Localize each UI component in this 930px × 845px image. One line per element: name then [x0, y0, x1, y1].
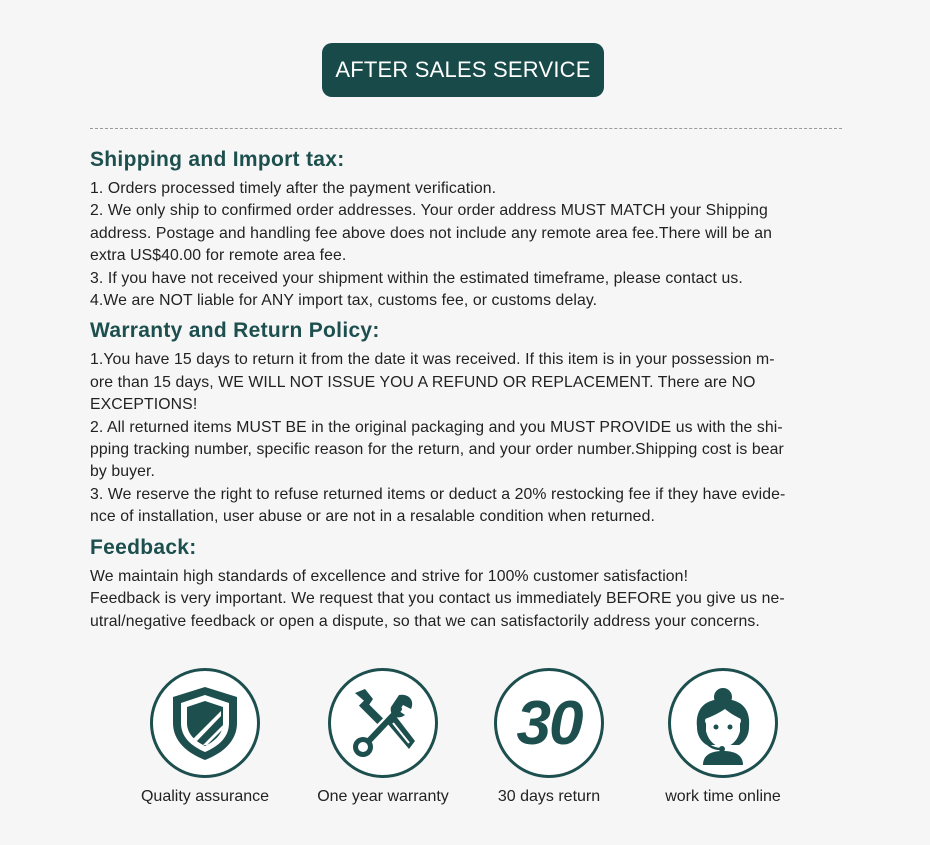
- shipping-line: 4.We are NOT liable for ANY import tax, customs fee, or customs delay.: [90, 292, 598, 310]
- shield-icon: [150, 668, 260, 778]
- icon-label: Quality assurance: [140, 788, 270, 805]
- icon-label: 30 days return: [497, 788, 601, 805]
- banner-title: AFTER SALES SERVICE: [335, 57, 591, 82]
- shipping-line: 1. Orders processed timely after the payment verification.: [90, 180, 497, 197]
- icon-label: work time online: [665, 788, 781, 805]
- service-icons: [0, 668, 930, 818]
- warranty-line: 3. We reserve the right to refuse returned items or deduct a 20% restocking fee if they have evide-: [90, 485, 786, 503]
- shipping-line: address. Postage and handling fee above does not include any remote area fee.There will be an: [90, 224, 772, 242]
- warranty-line: by buyer.: [90, 463, 156, 481]
- warranty-line: 2. All returned items MUST BE in the original packaging and you MUST PROVIDE us with the shi-: [90, 418, 783, 436]
- shipping-line: 3. If you have not received your shipment within the estimated timeframe, please contact us.: [90, 269, 743, 287]
- shipping-line: extra US$40.00 for remote area fee.: [90, 247, 347, 265]
- warranty-line: nce of installation, user abuse or are not in a resalable condition when returned.: [90, 508, 655, 526]
- dashed-divider: [90, 128, 842, 129]
- warranty-line: pping tracking number, specific reason for the return, and your order number.Shipping cost is bear: [90, 441, 784, 459]
- shipping-line: 2. We only ship to confirmed order addresses. Your order address MUST MATCH your Shipping: [90, 202, 768, 220]
- warranty-line: EXCEPTIONS!: [90, 396, 198, 414]
- icon-label: One year warranty: [317, 788, 449, 805]
- work-time-online-item: [633, 668, 813, 806]
- warranty-heading: Warranty and Return Policy:: [90, 319, 380, 343]
- policy-content: [90, 146, 842, 633]
- feedback-line: Feedback is very important. We request that you contact us immediately BEFORE you give us ne-: [90, 590, 785, 608]
- shipping-heading: Shipping and Import tax:: [90, 148, 345, 171]
- thirty-text: 30: [516, 688, 582, 758]
- quality-assurance-item: [115, 668, 295, 806]
- thirty-days-return-item: [459, 668, 639, 806]
- warranty-line: 1.You have 15 days to return it from the date it was received. If this item is in your possession m-: [90, 351, 775, 369]
- thirty-days-icon: [494, 668, 604, 778]
- feedback-line: utral/negative feedback or open a dispute, so that we can satisfactorily address your concerns.: [90, 612, 760, 630]
- tools-icon: [328, 668, 438, 778]
- feedback-heading: Feedback:: [90, 535, 197, 559]
- support-agent-icon: [668, 668, 778, 778]
- feedback-line: We maintain high standards of excellence and strive for 100% customer satisfaction!: [90, 567, 689, 585]
- after-sales-banner: [322, 43, 604, 97]
- one-year-warranty-item: [293, 668, 473, 806]
- warranty-line: ore than 15 days, WE WILL NOT ISSUE YOU A REFUND OR REPLACEMENT. There are NO: [90, 373, 756, 391]
